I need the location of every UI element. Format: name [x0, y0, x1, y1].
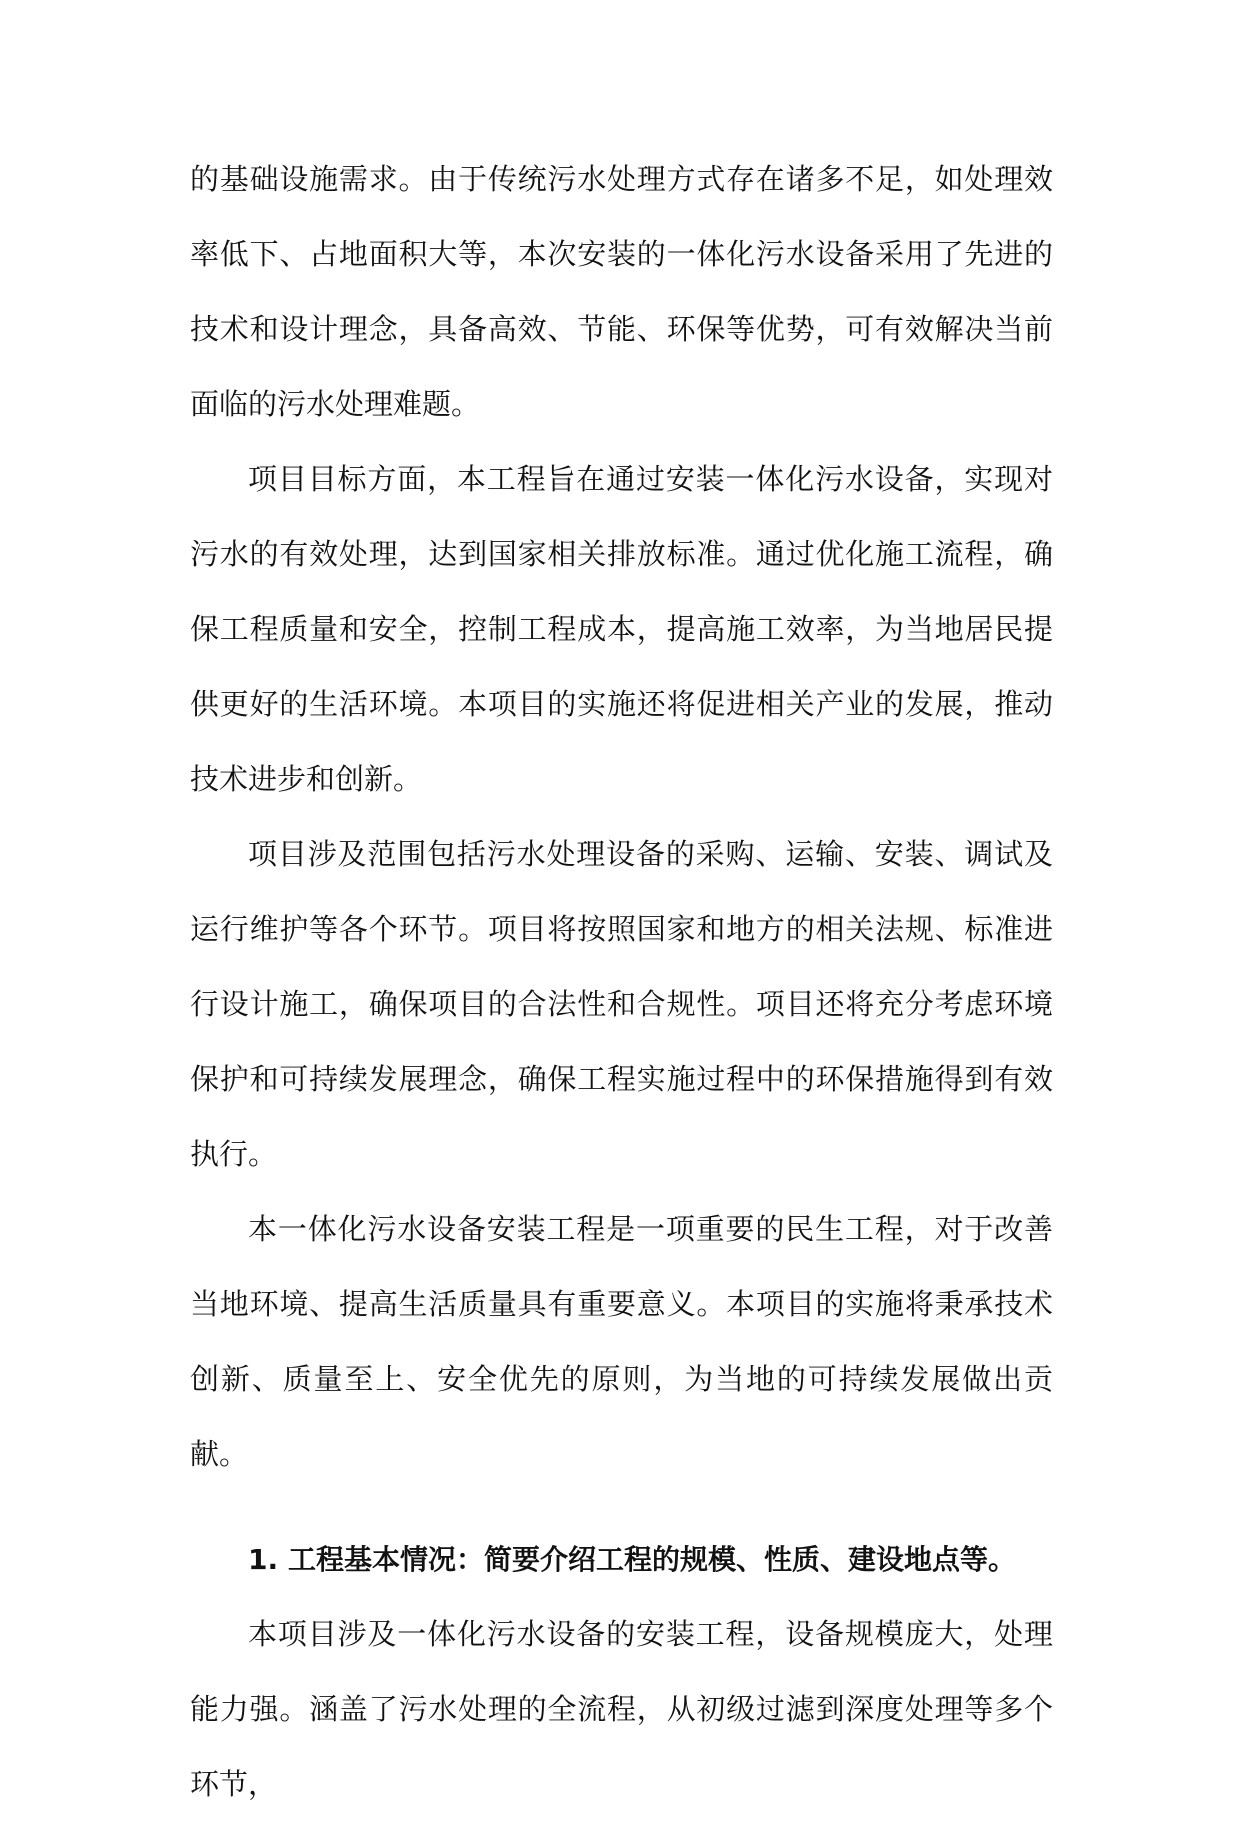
paragraph-continuation: 的基础设施需求。由于传统污水处理方式存在诸多不足，如处理效率低下、占地面积大等，本次安装的一体化污水设备采用了先进的技术和设计理念，具备高效、节能、环保等优势，可有效解决当前面临的污水处理难题。 — [190, 162, 1053, 421]
section-number: 1. — [248, 1543, 279, 1576]
paragraph-project-significance: 本一体化污水设备安装工程是一项重要的民生工程，对于改善当地环境、提高生活质量具有重要意义。本项目的实施将秉承技术创新、质量至上、安全优先的原则，为当地的可持续发展做出贡献。 — [190, 1212, 1053, 1471]
document-body — [190, 142, 1053, 1822]
paragraph-project-scope: 项目涉及范围包括污水处理设备的采购、运输、安装、调试及运行维护等各个环节。项目将按照国家和地方的相关法规、标准进行设计施工，确保项目的合法性和合规性。项目还将充分考虑环境保护和可持续发展理念，确保工程实施过程中的环保措施得到有效执行。 — [190, 837, 1053, 1171]
paragraph-project-goals: 项目目标方面，本工程旨在通过安装一体化污水设备，实现对污水的有效处理，达到国家相关排放标准。通过优化施工流程，确保工程质量和安全，控制工程成本，提高施工效率，为当地居民提供更好的生活环境。本项目的实施还将促进相关产业的发展，推动技术进步和创新。 — [190, 462, 1053, 796]
section-title: 工程基本情况：简要介绍工程的规模、性质、建设地点等。 — [288, 1543, 1017, 1576]
paragraph-basic-info: 本项目涉及一体化污水设备的安装工程，设备规模庞大，处理能力强。涵盖了污水处理的全流程，从初级过滤到深度处理等多个环节， — [190, 1617, 1053, 1801]
section-heading — [190, 1522, 1053, 1597]
